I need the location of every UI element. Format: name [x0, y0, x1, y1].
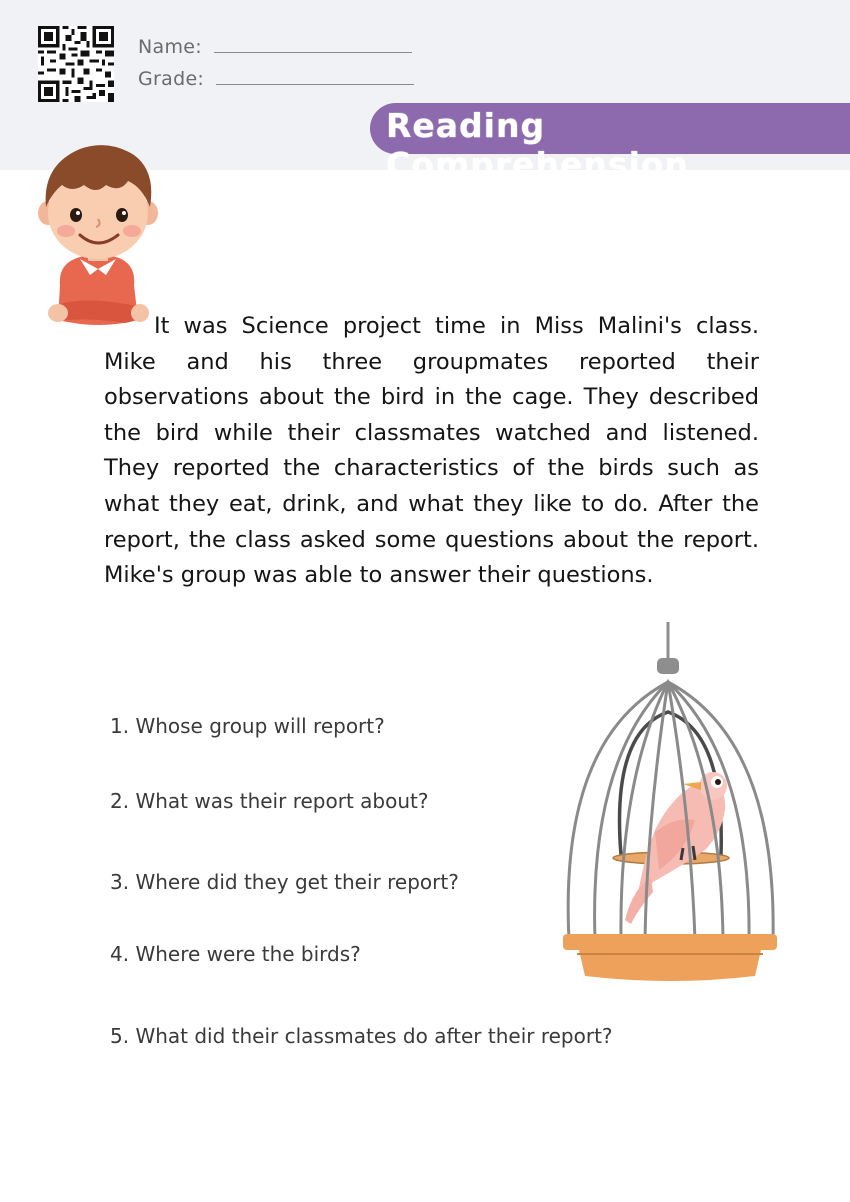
bird-icon — [625, 772, 727, 924]
question-1: 1. Whose group will report? — [110, 714, 385, 738]
question-5: 5. What did their classmates do after their report? — [110, 1024, 613, 1048]
name-label: Name: — [138, 36, 202, 58]
name-field[interactable] — [138, 36, 412, 58]
grade-line[interactable] — [216, 70, 414, 85]
name-line[interactable] — [214, 38, 412, 53]
grade-label: Grade: — [138, 68, 205, 90]
grade-field[interactable] — [138, 68, 414, 90]
boy-illustration — [28, 135, 163, 330]
question-3: 3. Where did they get their report? — [110, 870, 459, 894]
question-4: 4. Where were the birds? — [110, 942, 361, 966]
qr-code-icon — [38, 26, 114, 102]
question-2: 2. What was their report about? — [110, 789, 429, 813]
page-title: Reading Comprehension — [386, 106, 690, 184]
birdcage-illustration — [555, 620, 785, 990]
story-paragraph: It was Science project time in Miss Malini's class. Mike and his three groupmates reported their observations about the bird in the cage. They described the bird while their classmates watched and listened. They reported the characteristics of the birds such as what they eat, drink, and what they like to do. After the report, the class asked some questions about the report. Mike's group was able to answer their questions. — [104, 313, 759, 589]
